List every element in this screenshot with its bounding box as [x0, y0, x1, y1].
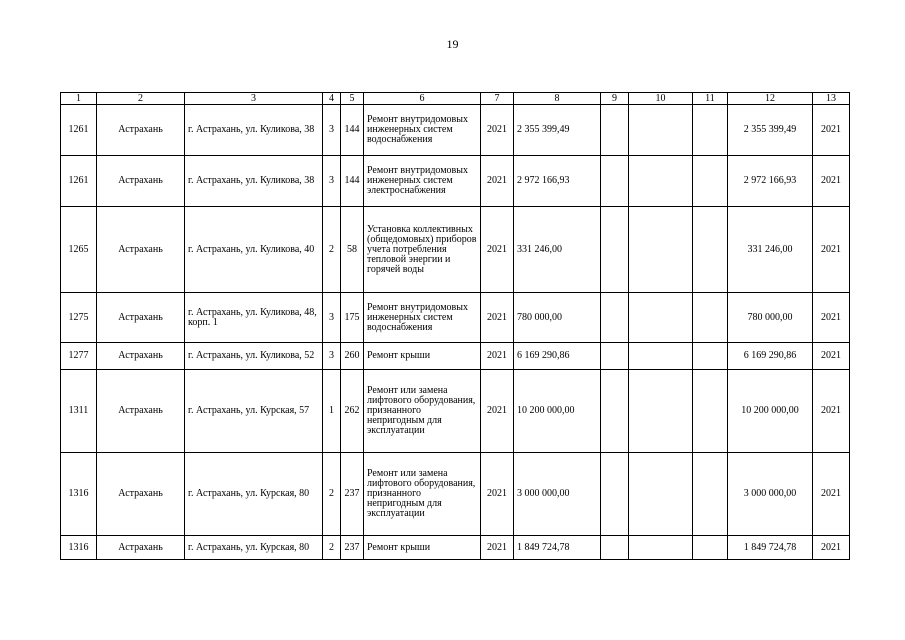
- cell-col12: 6 169 290,86: [728, 343, 813, 370]
- table-row: [61, 156, 850, 207]
- cell-col10: [629, 343, 693, 370]
- cell-number: 1311: [61, 370, 97, 453]
- cell-col11: [693, 207, 728, 293]
- cell-col10: [629, 293, 693, 343]
- cell-work-type: Ремонт внутридомовых инженерных систем водоснабжения: [364, 293, 481, 343]
- column-header-8: 8: [514, 93, 601, 105]
- column-header-13: 13: [813, 93, 850, 105]
- cell-year: 2021: [481, 370, 514, 453]
- cell-col9: [601, 343, 629, 370]
- page-number: 19: [446, 37, 459, 51]
- table-row: [61, 370, 850, 453]
- cell-col10: [629, 536, 693, 560]
- cell-col5: 144: [341, 156, 364, 207]
- cell-col11: [693, 293, 728, 343]
- table-row: [61, 207, 850, 293]
- cell-col9: [601, 105, 629, 156]
- cell-address: г. Астрахань, ул. Курская, 80: [185, 453, 323, 536]
- cell-col10: [629, 370, 693, 453]
- cell-col4: 2: [323, 536, 341, 560]
- column-header-2: 2: [97, 93, 185, 105]
- header-row: [61, 93, 850, 105]
- cell-address: г. Астрахань, ул. Куликова, 38: [185, 105, 323, 156]
- cell-col4: 3: [323, 293, 341, 343]
- cell-col4: 1: [323, 370, 341, 453]
- cell-col4: 3: [323, 343, 341, 370]
- cell-col12: 331 246,00: [728, 207, 813, 293]
- cell-number: 1265: [61, 207, 97, 293]
- cell-year: 2021: [481, 293, 514, 343]
- cell-number: 1261: [61, 156, 97, 207]
- cell-col11: [693, 453, 728, 536]
- cell-work-type: Ремонт внутридомовых инженерных систем водоснабжения: [364, 105, 481, 156]
- cell-cost: 780 000,00: [514, 293, 601, 343]
- cell-cost: 3 000 000,00: [514, 453, 601, 536]
- cell-col13: 2021: [813, 536, 850, 560]
- cell-cost: 6 169 290,86: [514, 343, 601, 370]
- column-header-3: 3: [185, 93, 323, 105]
- cell-work-type: Ремонт или замена лифтового оборудования, признанного непригодным для эксплуатации: [364, 453, 481, 536]
- cell-number: 1316: [61, 536, 97, 560]
- table-row: [61, 293, 850, 343]
- cell-col5: 260: [341, 343, 364, 370]
- cell-cost: 331 246,00: [514, 207, 601, 293]
- cell-col13: 2021: [813, 207, 850, 293]
- cell-cost: 10 200 000,00: [514, 370, 601, 453]
- cell-number: 1316: [61, 453, 97, 536]
- cell-col13: 2021: [813, 156, 850, 207]
- cell-col11: [693, 343, 728, 370]
- cell-col11: [693, 156, 728, 207]
- cell-municipality: Астрахань: [97, 293, 185, 343]
- cell-cost: 2 355 399,49: [514, 105, 601, 156]
- cell-col13: 2021: [813, 105, 850, 156]
- cell-col11: [693, 370, 728, 453]
- cell-col12: 10 200 000,00: [728, 370, 813, 453]
- cell-col5: 237: [341, 536, 364, 560]
- cell-year: 2021: [481, 207, 514, 293]
- cell-address: г. Астрахань, ул. Курская, 80: [185, 536, 323, 560]
- cell-number: 1277: [61, 343, 97, 370]
- cell-col13: 2021: [813, 343, 850, 370]
- cell-col10: [629, 453, 693, 536]
- cell-col10: [629, 207, 693, 293]
- capital-repair-table: [60, 92, 850, 560]
- cell-col12: 2 972 166,93: [728, 156, 813, 207]
- column-header-4: 4: [323, 93, 341, 105]
- cell-municipality: Астрахань: [97, 207, 185, 293]
- cell-number: 1261: [61, 105, 97, 156]
- cell-col11: [693, 536, 728, 560]
- cell-address: г. Астрахань, ул. Куликова, 48, корп. 1: [185, 293, 323, 343]
- cell-col4: 3: [323, 156, 341, 207]
- cell-col13: 2021: [813, 293, 850, 343]
- cell-address: г. Астрахань, ул. Куликова, 40: [185, 207, 323, 293]
- cell-col9: [601, 207, 629, 293]
- cell-number: 1275: [61, 293, 97, 343]
- table-row: [61, 453, 850, 536]
- cell-col5: 144: [341, 105, 364, 156]
- cell-municipality: Астрахань: [97, 156, 185, 207]
- table-row: [61, 343, 850, 370]
- cell-col13: 2021: [813, 370, 850, 453]
- column-header-10: 10: [629, 93, 693, 105]
- cell-col5: 175: [341, 293, 364, 343]
- cell-cost: 1 849 724,78: [514, 536, 601, 560]
- column-header-6: 6: [364, 93, 481, 105]
- cell-municipality: Астрахань: [97, 453, 185, 536]
- cell-work-type: Ремонт крыши: [364, 536, 481, 560]
- column-header-1: 1: [61, 93, 97, 105]
- cell-col5: 58: [341, 207, 364, 293]
- cell-col10: [629, 105, 693, 156]
- cell-year: 2021: [481, 343, 514, 370]
- cell-col9: [601, 370, 629, 453]
- cell-col11: [693, 105, 728, 156]
- column-header-12: 12: [728, 93, 813, 105]
- cell-address: г. Астрахань, ул. Курская, 57: [185, 370, 323, 453]
- cell-address: г. Астрахань, ул. Куликова, 52: [185, 343, 323, 370]
- cell-col12: 3 000 000,00: [728, 453, 813, 536]
- cell-col12: 2 355 399,49: [728, 105, 813, 156]
- cell-address: г. Астрахань, ул. Куликова, 38: [185, 156, 323, 207]
- column-header-9: 9: [601, 93, 629, 105]
- cell-municipality: Астрахань: [97, 536, 185, 560]
- cell-work-type: Установка коллективных (общедомовых) приборов учета потребления тепловой энергии и горячей воды: [364, 207, 481, 293]
- cell-col5: 262: [341, 370, 364, 453]
- cell-work-type: Ремонт внутридомовых инженерных систем электроснабжения: [364, 156, 481, 207]
- table-row: [61, 536, 850, 560]
- column-header-7: 7: [481, 93, 514, 105]
- cell-year: 2021: [481, 105, 514, 156]
- cell-col4: 2: [323, 453, 341, 536]
- cell-year: 2021: [481, 156, 514, 207]
- cell-col9: [601, 453, 629, 536]
- cell-municipality: Астрахань: [97, 343, 185, 370]
- cell-year: 2021: [481, 536, 514, 560]
- cell-year: 2021: [481, 453, 514, 536]
- cell-work-type: Ремонт или замена лифтового оборудования, признанного непригодным для эксплуатации: [364, 370, 481, 453]
- cell-municipality: Астрахань: [97, 370, 185, 453]
- cell-col9: [601, 156, 629, 207]
- column-header-5: 5: [341, 93, 364, 105]
- cell-col9: [601, 536, 629, 560]
- cell-col4: 2: [323, 207, 341, 293]
- cell-col9: [601, 293, 629, 343]
- column-header-11: 11: [693, 93, 728, 105]
- cell-col10: [629, 156, 693, 207]
- cell-col12: 780 000,00: [728, 293, 813, 343]
- cell-col13: 2021: [813, 453, 850, 536]
- cell-cost: 2 972 166,93: [514, 156, 601, 207]
- cell-col4: 3: [323, 105, 341, 156]
- cell-work-type: Ремонт крыши: [364, 343, 481, 370]
- cell-col5: 237: [341, 453, 364, 536]
- table-row: [61, 105, 850, 156]
- cell-col12: 1 849 724,78: [728, 536, 813, 560]
- cell-municipality: Астрахань: [97, 105, 185, 156]
